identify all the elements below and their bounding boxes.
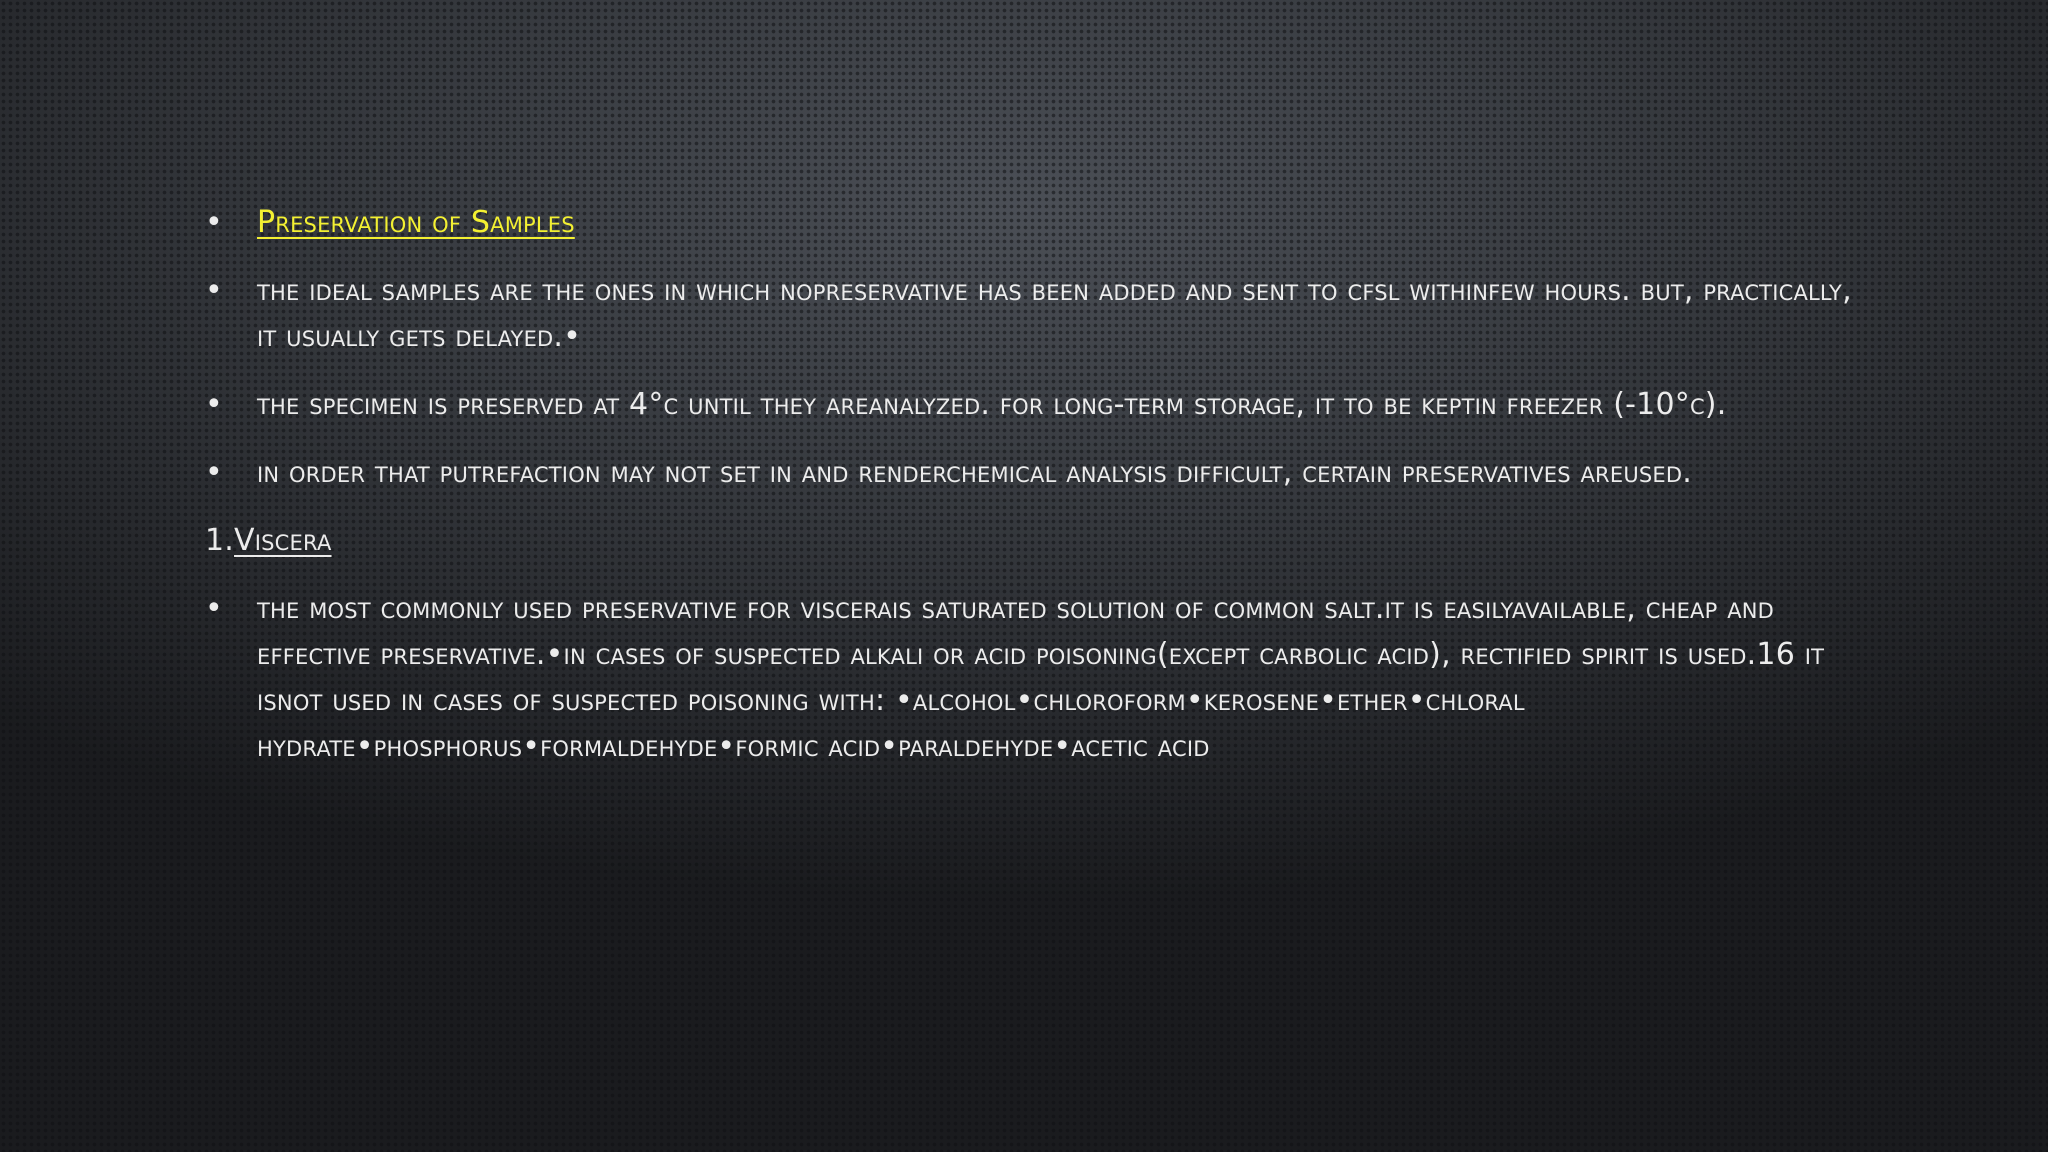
paragraph-text: the ideal samples are the ones in which nopreservative has been added and sent to cfsl withinfew hours. but, practically, it usually gets delayed.• — [257, 273, 1852, 354]
bullet-item-putrefaction — [205, 450, 1865, 496]
bullet: • — [205, 455, 223, 490]
bullet: • — [205, 273, 223, 308]
paragraph-text: in order that putrefaction may not set in and renderchemical analysis difficult, certain preservatives areused. — [257, 455, 1692, 490]
bullet-item-specimen-storage — [205, 382, 1865, 428]
heading-item — [205, 200, 1865, 246]
slide-content — [205, 200, 1865, 792]
section-heading-viscera — [205, 518, 1865, 564]
bullet-item-viscera-preservative — [205, 586, 1865, 770]
paragraph-text: the specimen is preserved at 4°c until they areanalyzed. for long-term storage, it to be keptin freezer (-10°c). — [257, 387, 1727, 422]
bullet: • — [205, 591, 223, 626]
bullet: • — [205, 387, 223, 422]
section-number: 1. — [205, 523, 235, 558]
bullet-item-ideal-samples — [205, 268, 1865, 360]
section-label: Viscera — [234, 523, 332, 558]
bullet: • — [205, 205, 223, 240]
paragraph-text: the most commonly used preservative for viscerais saturated solution of common salt.it is easilyavailable, cheap and effective preservative.•in cases of suspected alkali or acid poisoning(except carbolic acid), rectified spirit is used.16 it isnot used in cases of suspected poisoning with: •alcohol•chloroform•kerosene•ether•chloral hydrate•phosphorus•formaldehyde•formic acid•paraldehyde•acetic acid — [257, 591, 1825, 764]
slide-heading: Preservation of Samples — [257, 205, 575, 240]
